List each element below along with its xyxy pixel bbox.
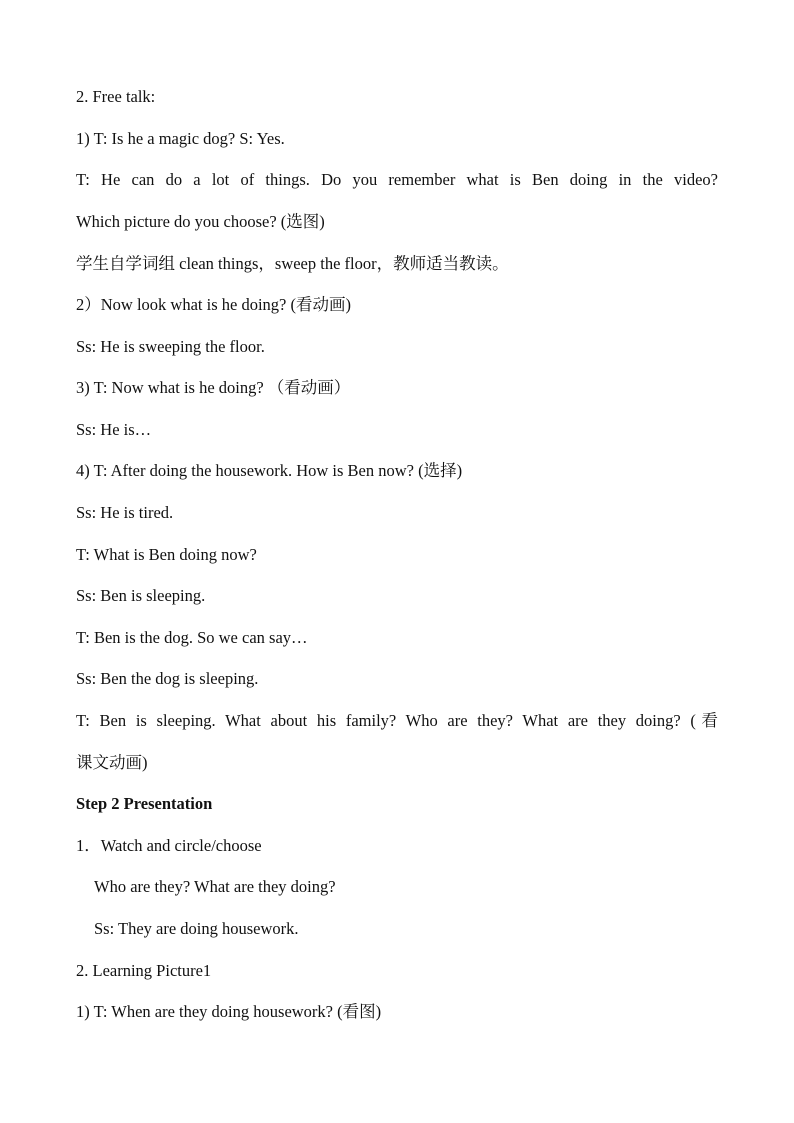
text-line: Ss: They are doing housework. bbox=[94, 919, 299, 938]
text-line: 课文动画) bbox=[76, 753, 148, 772]
text-line: 1．Watch and circle/choose bbox=[76, 836, 262, 855]
text-line: T: Ben is sleeping. What about his family? Who are they? What are they doing? (看 bbox=[76, 711, 718, 730]
text-line: Ss: Ben the dog is sleeping. bbox=[76, 669, 259, 688]
text-line: Who are they? What are they doing? bbox=[94, 877, 336, 896]
text-line: Ss: He is sweeping the floor. bbox=[76, 337, 265, 356]
text-line: Which picture do you choose? (选图) bbox=[76, 212, 325, 231]
text-line: Ss: He is… bbox=[76, 420, 152, 439]
text-line: Ss: Ben is sleeping. bbox=[76, 586, 206, 605]
text-line: 3) T: Now what is he doing? （看动画） bbox=[76, 378, 351, 397]
text-line: 2. Learning Picture1 bbox=[76, 961, 212, 980]
text-line: 2）Now look what is he doing? (看动画) bbox=[76, 295, 351, 314]
text-line: T: He can do a lot of things. Do you remember what is Ben doing in the video? bbox=[76, 170, 718, 189]
text-line: Ss: He is tired. bbox=[76, 503, 174, 522]
text-line: T: What is Ben doing now? bbox=[76, 545, 257, 564]
text-line: 学生自学词组 clean things，sweep the floor，教师适当教读。 bbox=[76, 254, 509, 273]
heading-free-talk: 2. Free talk: bbox=[76, 87, 156, 106]
heading-step-2-presentation: Step 2 Presentation bbox=[76, 794, 213, 813]
text-line: 1) T: Is he a magic dog? S: Yes. bbox=[76, 129, 285, 148]
text-line: 4) T: After doing the housework. How is Ben now? (选择) bbox=[76, 461, 463, 480]
text-line: 1) T: When are they doing housework? (看图) bbox=[76, 1002, 382, 1021]
text-line: T: Ben is the dog. So we can say… bbox=[76, 628, 308, 647]
